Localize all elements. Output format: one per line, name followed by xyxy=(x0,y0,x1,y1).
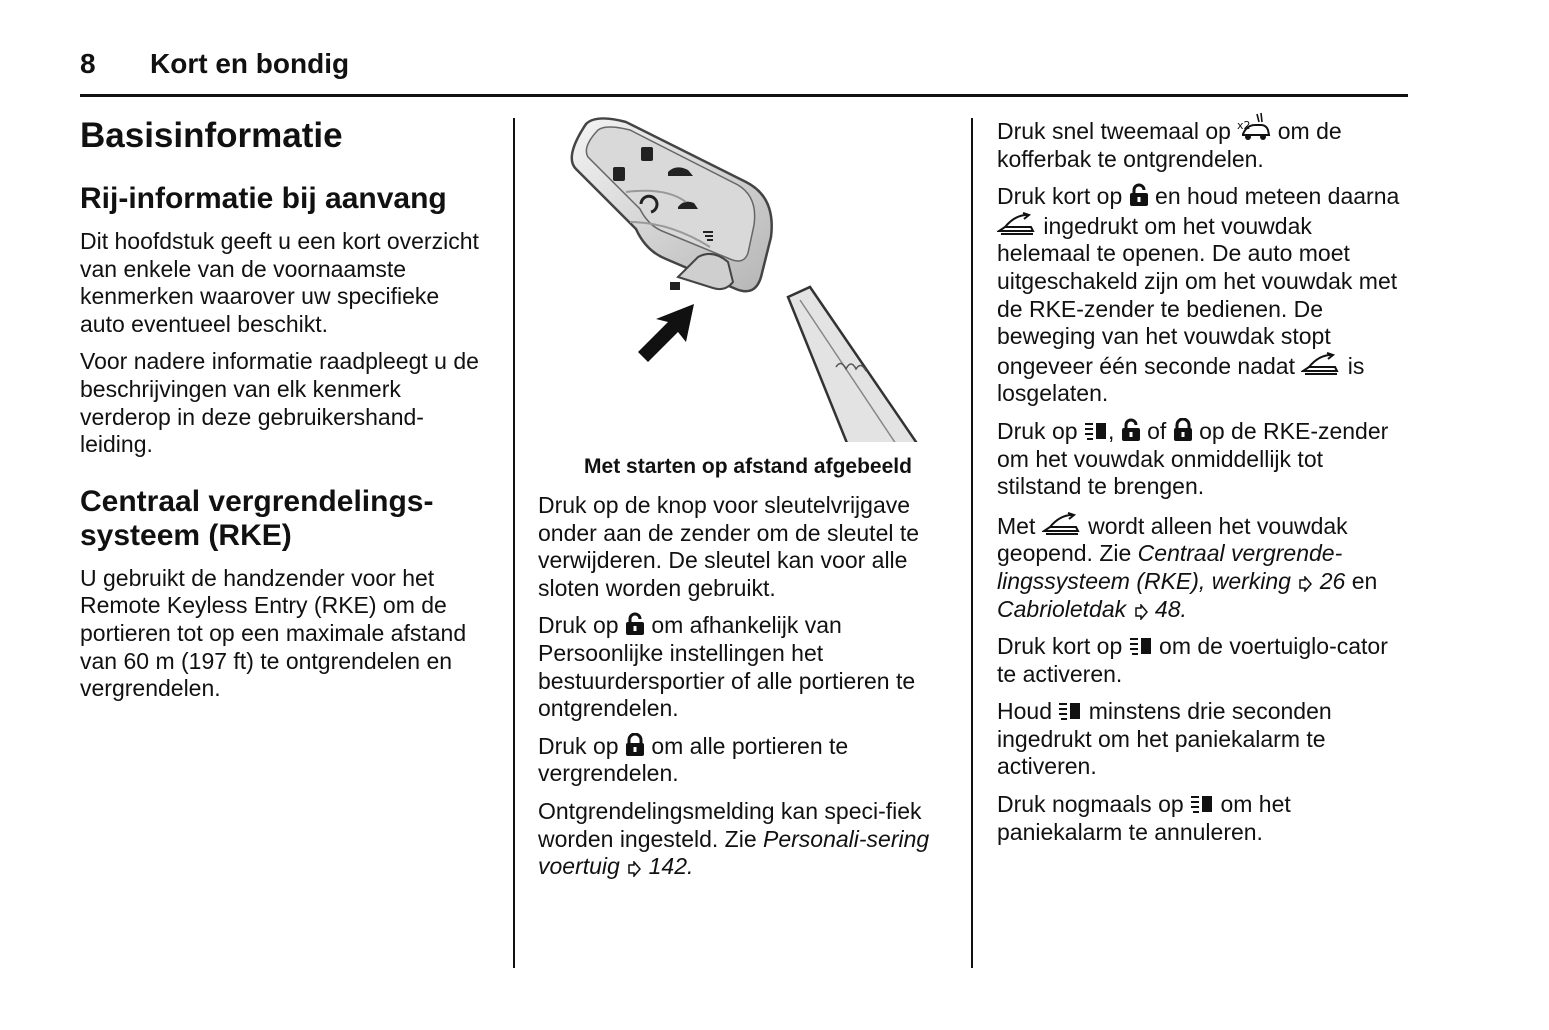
text-fragment: Druk kort op xyxy=(997,633,1123,660)
text-fragment: Druk kort op xyxy=(997,183,1123,210)
text-fragment: om alle portieren te vergrendelen. xyxy=(538,732,849,787)
cross-reference-link[interactable]: Centraal vergrende-lingssysteem (RKE), werking xyxy=(997,540,1343,594)
paragraph xyxy=(997,511,1407,623)
paragraph xyxy=(538,733,958,788)
reference-arrow-icon xyxy=(626,861,642,877)
paragraph: Druk op de knop voor sleutelvrijgave onder aan de zender om de sleutel te verwijderen. De sleutel kan voor alle sloten worden gebruikt. xyxy=(538,492,920,601)
key-fob-drawing xyxy=(538,112,958,442)
chapter-title: Kort en bondig xyxy=(150,48,350,79)
cross-reference-page[interactable]: 142 xyxy=(648,853,687,880)
text-fragment: Houd xyxy=(997,698,1052,725)
paragraph xyxy=(997,698,1407,781)
column-divider xyxy=(513,118,515,968)
vehicle-locator-icon xyxy=(1084,420,1108,442)
text-fragment: Druk nogmaals op xyxy=(997,791,1184,818)
lock-icon xyxy=(1173,418,1193,442)
vehicle-locator-icon xyxy=(1190,793,1214,815)
convertible-top-icon xyxy=(1301,351,1341,377)
cross-reference-page[interactable]: 26 xyxy=(1319,567,1346,594)
unlock-icon xyxy=(1121,418,1141,442)
column-right xyxy=(997,112,1407,856)
cross-reference-link[interactable]: Personali-sering voertuig xyxy=(538,825,930,880)
text-fragment: Ontgrendelingsmelding kan speci-fiek worden ingesteld. Zie xyxy=(538,797,922,852)
paragraph: U gebruikt de handzender voor het Remote Keyless Entry (RKE) om de portieren tot op een maximale afstand van 60 m (197 ft) te ontgrendelen en vergrendelen. xyxy=(80,564,467,702)
text-fragment: . xyxy=(686,853,694,880)
trunk-x2-icon xyxy=(1237,112,1271,142)
reference-arrow-icon xyxy=(1297,576,1313,592)
convertible-top-icon xyxy=(997,211,1037,237)
reference-arrow-icon xyxy=(1133,604,1149,620)
text-fragment: , xyxy=(1107,417,1115,444)
text-fragment: is losgelaten. xyxy=(997,352,1365,407)
text-fragment: om het paniekalarm te annuleren. xyxy=(997,791,1291,845)
text-fragment: Druk op xyxy=(538,732,619,759)
text-fragment: . xyxy=(1180,595,1187,622)
convertible-top-icon xyxy=(1042,511,1082,537)
page-header xyxy=(80,44,1408,97)
text-fragment: en xyxy=(1351,567,1378,594)
cross-reference-link[interactable]: Cabrioletdak xyxy=(997,595,1127,622)
text-fragment: minstens drie seconden ingedrukt om het paniekalarm te activeren. xyxy=(997,698,1332,780)
text-fragment: wordt alleen het vouwdak geopend. Zie xyxy=(997,512,1348,567)
text-fragment: om afhankelijk van Persoonlijke instellingen het bestuurdersportier of alle portieren te ontgrendelen. xyxy=(538,612,916,722)
column-middle xyxy=(538,112,958,891)
cross-reference-page[interactable]: 48 xyxy=(1154,595,1181,622)
column-divider xyxy=(971,118,973,968)
paragraph: Voor nadere informatie raadpleegt u de beschrijvingen van elk kenmerk verderop in deze gebruikershand-leiding. xyxy=(80,348,479,458)
unlock-icon xyxy=(625,612,645,636)
text-fragment: Druk op xyxy=(538,612,619,639)
subsection-heading: Centraal vergrendelings-systeem (RKE) xyxy=(80,484,434,552)
figure-caption: Met starten op afstand afgebeeld xyxy=(584,455,912,478)
vehicle-locator-icon xyxy=(1129,635,1153,657)
paragraph: Dit hoofdstuk geeft u een kort overzicht van enkele van de voornaamste kenmerken waarover uw specifieke auto eventueel beschikt. xyxy=(80,228,479,337)
text-fragment: om de kofferbak te ontgrendelen. xyxy=(997,118,1342,172)
text-fragment: Druk snel tweemaal op xyxy=(997,118,1231,144)
section-title: Basisinformatie xyxy=(80,116,343,155)
text-fragment: op de RKE-zender om het vouwdak onmiddellijk tot stilstand te brengen. xyxy=(997,417,1389,500)
paragraph xyxy=(997,183,1407,408)
unlock-icon xyxy=(1129,183,1149,207)
key-fob-illustration xyxy=(538,112,958,442)
paragraph xyxy=(997,633,1407,688)
text-fragment: of xyxy=(1147,417,1167,444)
text-fragment: ingedrukt om het vouwdak helemaal te openen. De auto moet uitgeschakeld zijn om het vouwdak met de RKE-zender te bedienen. De beweging van het vouwdak stopt ongeveer één seconde nadat xyxy=(997,212,1398,379)
text-fragment: Met xyxy=(997,512,1036,539)
column-left xyxy=(80,112,490,713)
vehicle-locator-icon xyxy=(1058,700,1082,722)
subsection-heading: Rij-informatie bij aanvang xyxy=(80,182,447,215)
text-fragment: Druk op xyxy=(997,417,1078,444)
text-fragment: en houd meteen daarna xyxy=(1155,183,1400,210)
paragraph xyxy=(997,791,1407,846)
paragraph xyxy=(538,798,958,881)
paragraph xyxy=(538,612,958,722)
text-fragment: om de voertuiglo-cator te activeren. xyxy=(997,633,1388,687)
paragraph xyxy=(997,418,1407,501)
paragraph xyxy=(997,112,1407,173)
lock-icon xyxy=(625,733,645,757)
page-number: 8 xyxy=(80,48,96,79)
